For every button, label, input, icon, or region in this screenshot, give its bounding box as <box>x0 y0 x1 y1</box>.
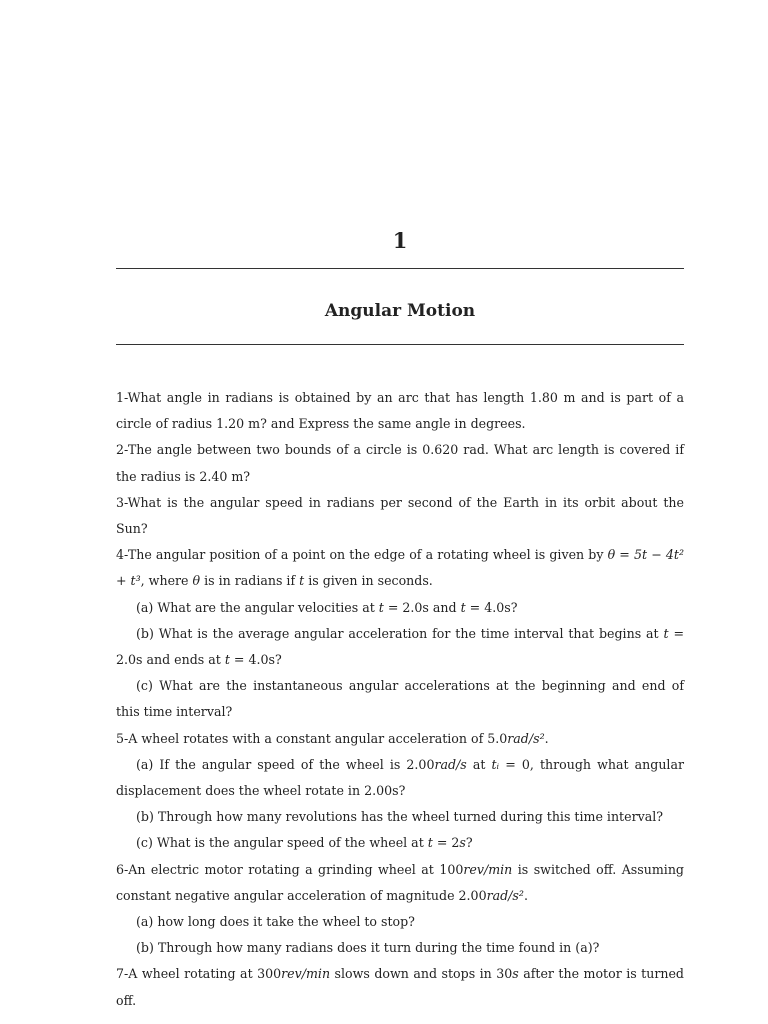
problem-5b: (b) Through how many revolutions has the wheel turned during this time interval? <box>136 809 663 825</box>
problem-6b: (b) Through how many radians does it turn during the time found in (a)? <box>136 940 600 956</box>
problem-4c: (c) What are the instantaneous angular accelerations at the beginning and end of this time interval? <box>116 678 684 720</box>
problem-4b: (b) What is the average angular acceleration for the time interval that begins at t = 2.0s and ends at t = 4.0s? <box>116 625 684 668</box>
top-rule <box>116 268 684 269</box>
problem-1: 1-What angle in radians is obtained by an arc that has length 1.80 m and is part of a circle of radius 1.20 m? and Express the same angle in degrees. <box>116 390 684 432</box>
problem-5c: (c) What is the angular speed of the wheel at t = 2s? <box>136 835 473 851</box>
problem-list <box>116 385 684 1014</box>
problem-2: 2-The angle between two bounds of a circle is 0.620 rad. What arc length is covered if the radius is 2.40 m? <box>116 442 684 484</box>
problem-3: 3-What is the angular speed in radians per second of the Earth in its orbit about the Sun? <box>116 494 684 537</box>
chapter-title: Angular Motion <box>324 301 476 321</box>
problem-4: 4-The angular position of a point on the edge of a rotating wheel is given by θ = 5t − 4t² + t³, where θ is in radians if t is given in seconds. <box>116 547 684 589</box>
math-expression: θ = 5t − 4t² + t³ <box>116 547 684 589</box>
problem-7: 7-A wheel rotating at 300rev/min slows down and stops in 30s after the motor is turned off. <box>116 966 684 1008</box>
problem-6a: (a) how long does it take the wheel to stop? <box>136 914 415 930</box>
problem-5: 5-A wheel rotates with a constant angular acceleration of 5.0rad/s². <box>116 730 549 746</box>
bottom-rule <box>116 344 684 345</box>
problem-6: 6-An electric motor rotating a grinding wheel at 100rev/min is switched off. Assuming constant negative angular acceleration of magnitude 2.00rad/s². <box>116 861 684 903</box>
problem-5a: (a) If the angular speed of the wheel is 2.00rad/s at tᵢ = 0, through what angular displacement does the wheel rotate in 2.00s? <box>116 756 684 799</box>
chapter-number: 1 <box>392 228 408 253</box>
problem-4a: (a) What are the angular velocities at t = 2.0s and t = 4.0s? <box>136 599 518 615</box>
